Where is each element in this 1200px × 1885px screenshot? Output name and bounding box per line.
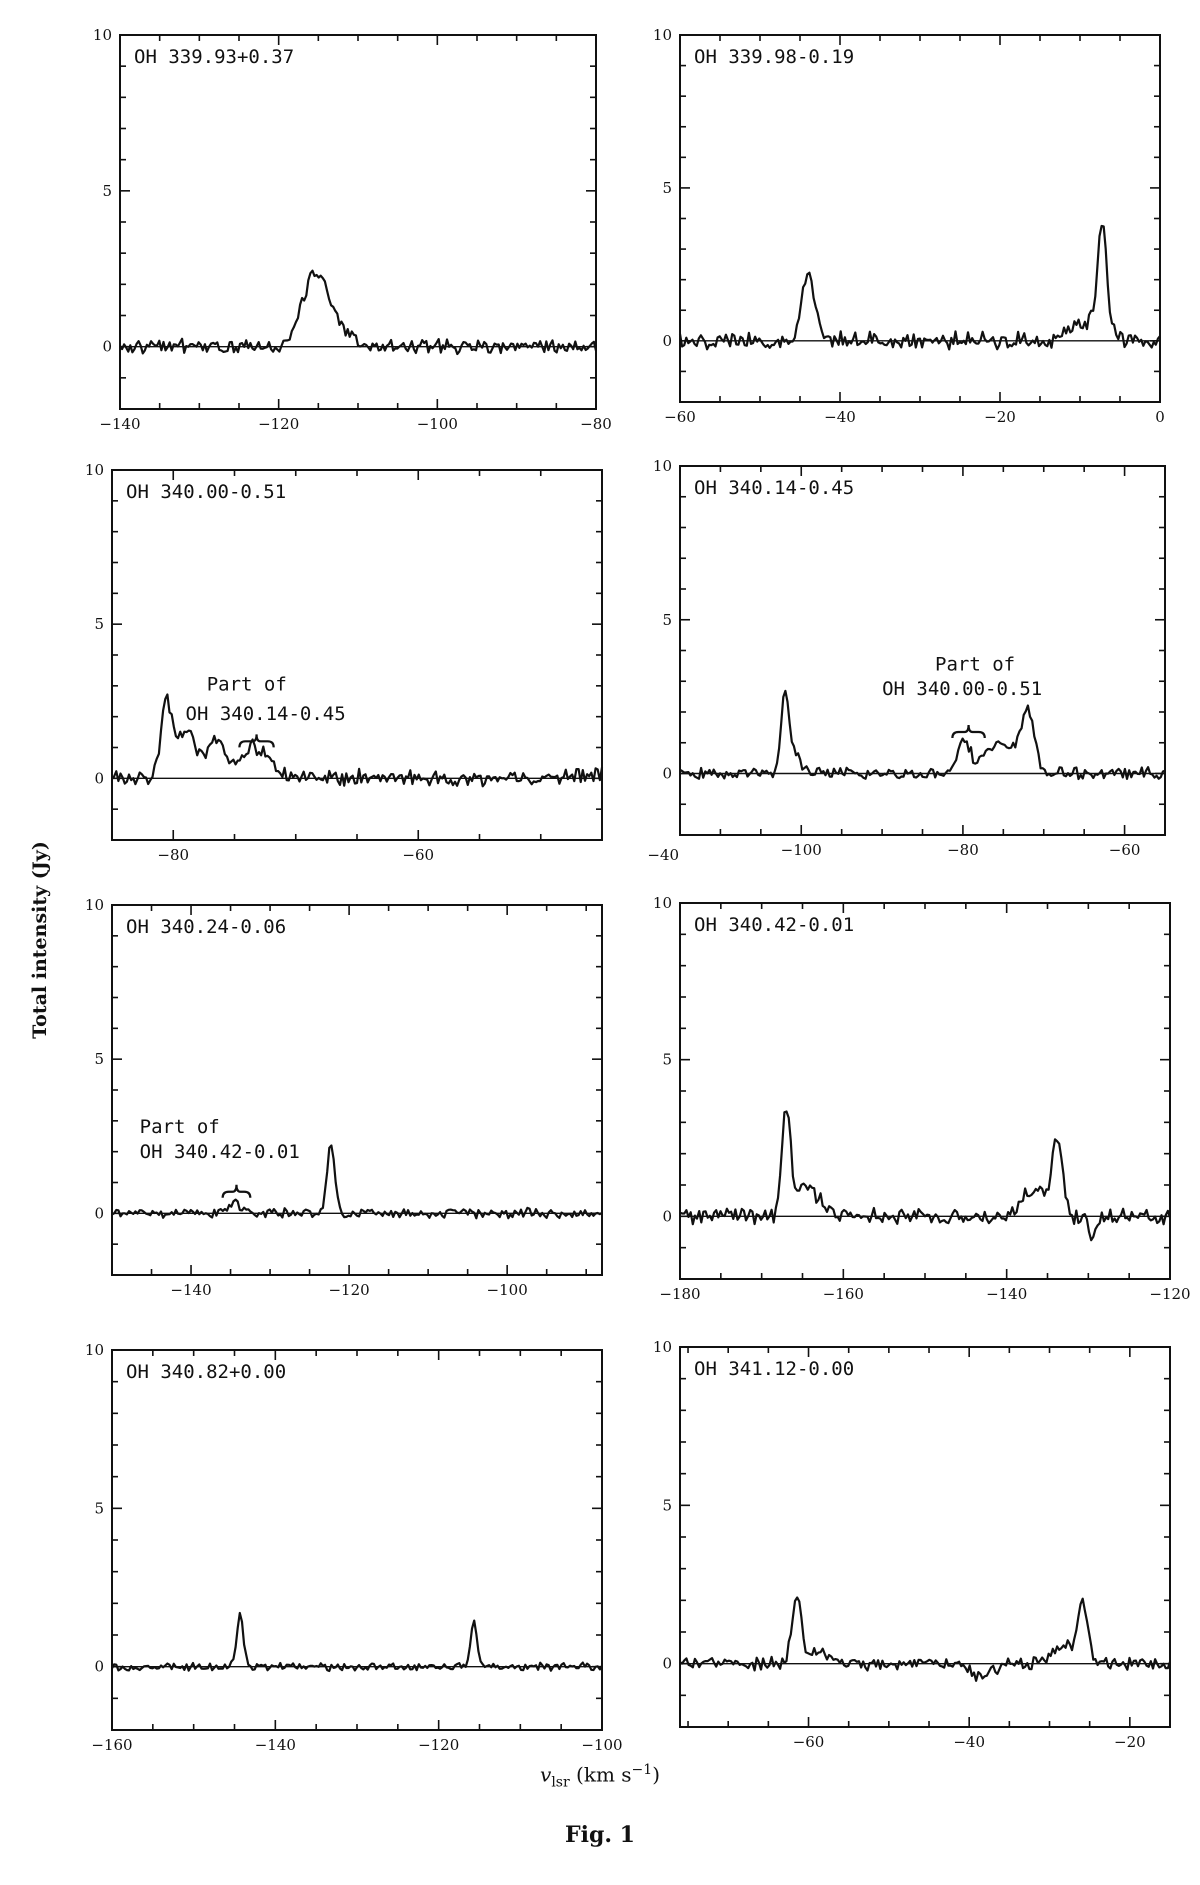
y-tick-label: 0 — [662, 764, 672, 783]
annotation-bracket — [239, 734, 273, 747]
x-tick-label: −140 — [99, 415, 141, 433]
x-tick-label: −140 — [986, 1285, 1028, 1303]
spectrum-line — [680, 1112, 1170, 1241]
x-tick-label: −40 — [953, 1733, 986, 1751]
x-tick-label: −180 — [659, 1285, 701, 1303]
x-axis-label — [0, 1762, 1200, 1791]
y-tick-label: 5 — [662, 1496, 672, 1515]
annotation-text: Part of — [935, 653, 1016, 676]
annotation-text: Part of — [139, 1116, 220, 1139]
x-tick-label: −120 — [258, 415, 300, 433]
panel-title: OH 340.82+0.00 — [126, 1361, 287, 1383]
panel-title: OH 340.24-0.06 — [126, 916, 287, 938]
y-tick-label: 10 — [84, 461, 104, 479]
y-tick-label: 5 — [94, 1499, 104, 1518]
y-tick-label: 0 — [94, 1657, 104, 1676]
y-tick-label: 0 — [94, 1204, 104, 1223]
y-tick-label: 5 — [94, 615, 104, 634]
y-tick-label: 0 — [94, 769, 104, 788]
annotation-text: OH 340.42-0.01 — [139, 1140, 300, 1163]
x-tick-label: −120 — [328, 1281, 370, 1299]
x-axis-exponent: −1 — [631, 1762, 653, 1778]
x-tick-label: −160 — [822, 1285, 864, 1303]
panel-frame — [112, 905, 602, 1275]
x-axis-subscript: lsr — [551, 1774, 570, 1791]
panel-title: OH 340.00-0.51 — [126, 481, 287, 503]
panel-title: OH 340.14-0.45 — [694, 477, 855, 499]
annotation-text: Part of — [206, 673, 287, 696]
spectrum-line — [680, 226, 1160, 349]
panel-title: OH 341.12-0.00 — [694, 1358, 855, 1380]
x-tick-label: −80 — [947, 841, 979, 859]
x-axis-symbol: v — [540, 1762, 552, 1787]
y-tick-label: 5 — [102, 181, 112, 200]
y-tick-label: 10 — [84, 896, 104, 914]
x-axis-units-close: ) — [652, 1762, 660, 1787]
y-tick-label: 10 — [652, 457, 672, 475]
x-tick-label: −100 — [780, 841, 822, 859]
y-tick-label: 10 — [84, 1341, 104, 1359]
y-tick-label: 5 — [662, 1050, 672, 1069]
y-axis-label: Total intensity (Jy) — [29, 841, 51, 1039]
x-axis-units: (km s — [576, 1762, 632, 1787]
panel-title: OH 339.93+0.37 — [134, 46, 295, 68]
x-tick-label: −100 — [486, 1281, 528, 1299]
y-tick-label: 10 — [92, 26, 112, 44]
spectrum-line — [112, 1613, 602, 1671]
x-tick-label: −100 — [416, 415, 458, 433]
panel-1 — [93, 26, 612, 433]
panel-2 — [653, 26, 1165, 426]
y-tick-label: 10 — [652, 894, 672, 912]
panel-4 — [653, 457, 1165, 859]
y-tick-label: 5 — [94, 1050, 104, 1069]
x-tick-label: −20 — [1114, 1733, 1146, 1751]
x-tick-label: −60 — [402, 846, 435, 864]
x-tick-label: −140 — [254, 1736, 296, 1754]
panel-frame — [112, 1350, 602, 1730]
y-tick-label: 0 — [662, 331, 672, 350]
x-tick-label: −60 — [1108, 841, 1141, 859]
y-tick-label: 0 — [102, 337, 112, 356]
y-tick-label: 5 — [662, 178, 672, 197]
spectrum-line — [120, 271, 596, 354]
panel-title: OH 339.98-0.19 — [694, 46, 855, 68]
y-tick-label: 10 — [652, 26, 672, 44]
x-tick-label: −140 — [170, 1281, 212, 1299]
y-tick-label: 10 — [652, 1338, 672, 1356]
spectrum-line — [680, 691, 1165, 779]
panel-frame — [120, 35, 596, 409]
x-tick-label: −40 — [647, 846, 680, 864]
annotation-text: OH 340.00-0.51 — [882, 678, 1043, 701]
panel-title: OH 340.42-0.01 — [694, 914, 855, 936]
annotation-text: OH 340.14-0.45 — [185, 702, 346, 725]
panel-8 — [653, 1338, 1170, 1751]
panel-7 — [85, 1341, 623, 1754]
y-tick-label: 5 — [662, 610, 672, 629]
y-tick-label: 0 — [662, 1654, 672, 1673]
x-tick-label: −20 — [984, 408, 1016, 426]
x-tick-label: −120 — [1149, 1285, 1191, 1303]
panel-5 — [85, 896, 602, 1299]
x-tick-label: −120 — [418, 1736, 460, 1754]
panel-6 — [653, 894, 1191, 1303]
x-tick-label: −60 — [664, 408, 696, 426]
panel-frame — [680, 466, 1165, 835]
annotation-bracket — [223, 1185, 251, 1198]
x-tick-label: 0 — [1155, 408, 1165, 426]
x-tick-label: −160 — [91, 1736, 133, 1754]
x-tick-label: −60 — [792, 1733, 825, 1751]
panel-3 — [85, 461, 679, 864]
annotation-bracket — [952, 725, 984, 738]
panel-frame — [680, 35, 1160, 402]
x-tick-label: −40 — [824, 408, 856, 426]
x-tick-label: −80 — [580, 415, 612, 433]
figure-label: Fig. 1 — [565, 1822, 635, 1848]
x-tick-label: −100 — [581, 1736, 623, 1754]
y-tick-label: 0 — [662, 1207, 672, 1226]
panel-frame — [112, 470, 602, 840]
spectrum-line — [680, 1598, 1170, 1681]
x-tick-label: −80 — [157, 846, 190, 864]
